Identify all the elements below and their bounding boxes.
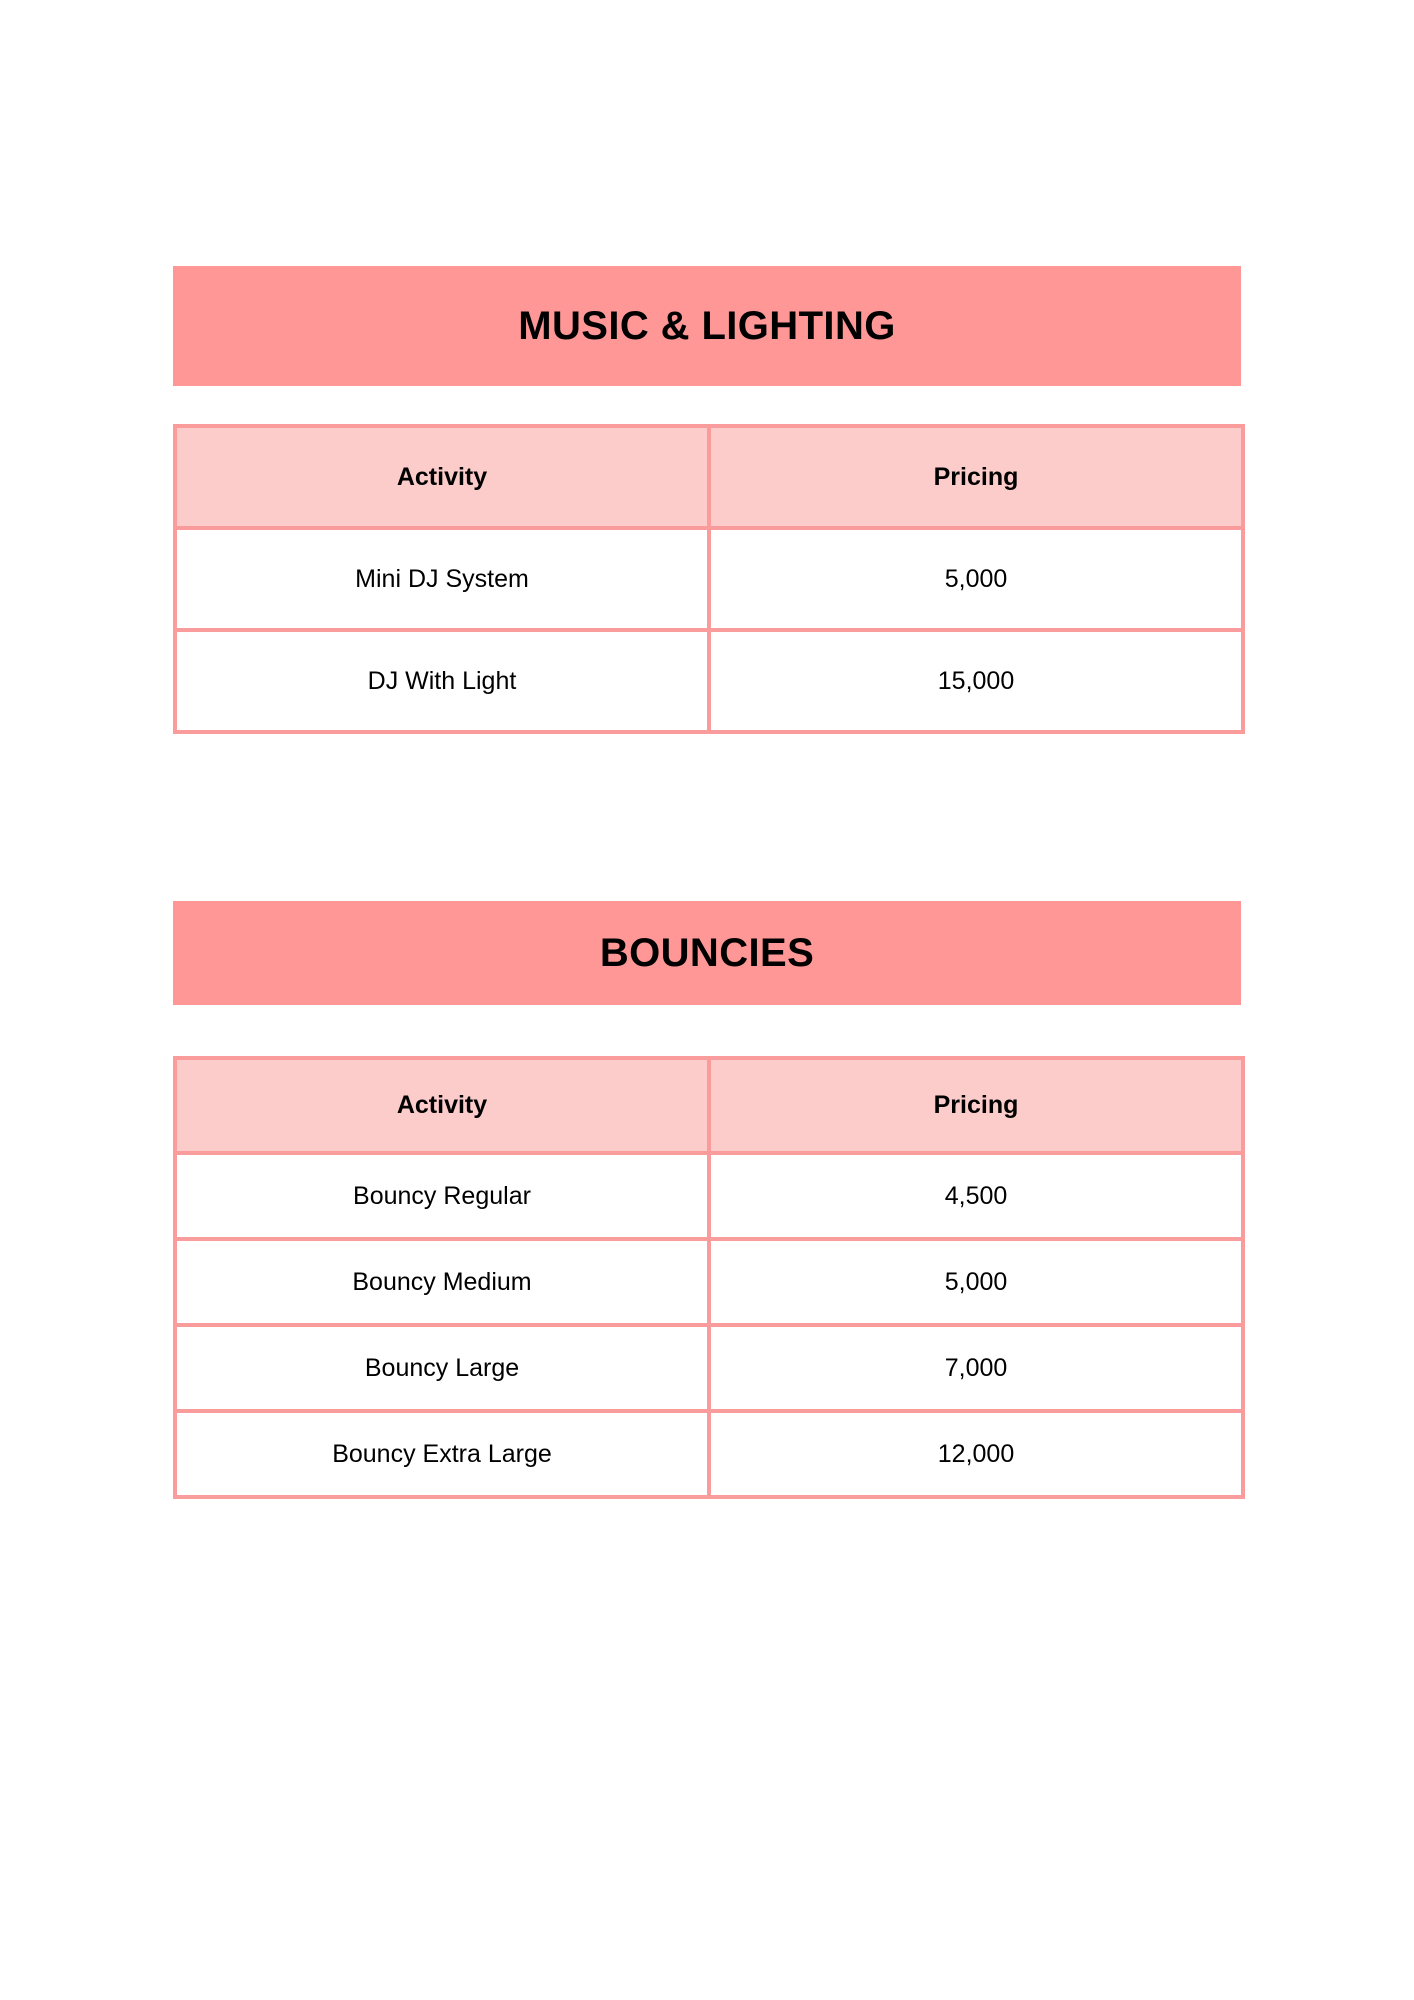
cell-pricing: 4,500 [709,1153,1243,1239]
column-header-activity: Activity [175,1058,709,1153]
table-row [175,630,1243,732]
table-row [175,1325,1243,1411]
section-banner-bouncies [173,901,1241,1005]
cell-pricing: 12,000 [709,1411,1243,1497]
table-header-music [175,426,1243,528]
column-header-activity: Activity [175,426,709,528]
cell-pricing: 15,000 [709,630,1243,732]
cell-pricing: 5,000 [709,528,1243,630]
cell-activity: Bouncy Large [175,1325,709,1411]
table-row [175,528,1243,630]
cell-activity: Bouncy Extra Large [175,1411,709,1497]
column-header-pricing: Pricing [709,426,1243,528]
pricing-table-bouncies [173,1056,1245,1499]
cell-pricing: 7,000 [709,1325,1243,1411]
table-body-music [175,528,1243,732]
spacer-banner-table-music [173,386,1241,424]
cell-activity: Mini DJ System [175,528,709,630]
table-row [175,1153,1243,1239]
section-music-lighting [173,266,1241,734]
section-banner-music-lighting [173,266,1241,386]
table-header-row [175,1058,1243,1153]
table-body-bouncies [175,1153,1243,1497]
cell-activity: DJ With Light [175,630,709,732]
table-row [175,1239,1243,1325]
section-bouncies [173,901,1241,1499]
cell-activity: Bouncy Medium [175,1239,709,1325]
spacer-banner-table-bouncies [173,1005,1241,1056]
section-title-music-lighting: MUSIC & LIGHTING [518,304,896,348]
cell-pricing: 5,000 [709,1239,1243,1325]
pricing-table-music-lighting [173,424,1245,734]
table-row [175,1411,1243,1497]
cell-activity: Bouncy Regular [175,1153,709,1239]
table-header-bouncies [175,1058,1243,1153]
table-header-row [175,426,1243,528]
column-header-pricing: Pricing [709,1058,1243,1153]
section-title-bouncies: BOUNCIES [599,931,815,975]
